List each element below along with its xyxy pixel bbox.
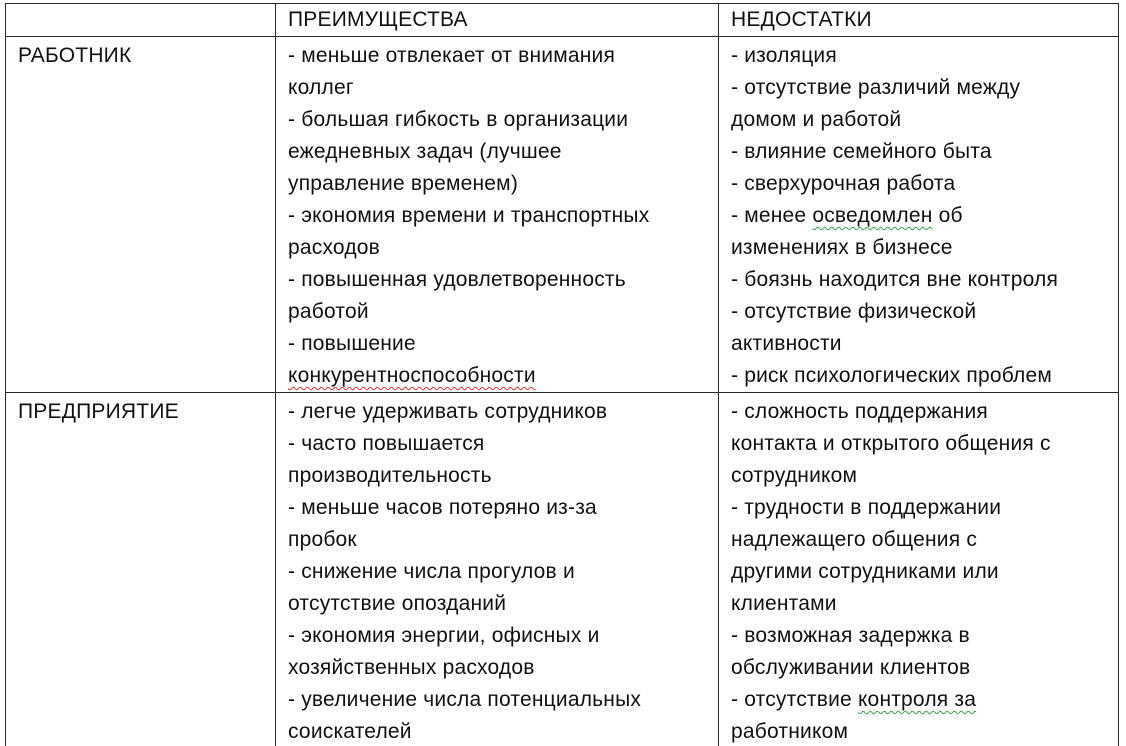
list-item: изменениях в бизнесе (731, 236, 953, 259)
list-item: хозяйственных расходов (288, 656, 535, 679)
comparison-table (5, 3, 1119, 746)
list-item: - сверхурочная работа (731, 172, 956, 195)
list-item: надлежащего общения с (731, 528, 978, 551)
list-item: - риск психологических проблем (731, 364, 1052, 387)
list-item: - меньше часов потеряно из-за (288, 496, 597, 519)
list-item: сотрудником (731, 464, 858, 487)
list-item: - легче удерживать сотрудников (288, 400, 608, 423)
list-item: - сложность поддержания (731, 400, 988, 423)
grammar-underline: контроля за (857, 688, 977, 711)
table-row-worker (6, 37, 1119, 393)
list-item: активности (731, 332, 842, 355)
list-item: производительность (288, 464, 492, 487)
header-disadvantages: НЕДОСТАТКИ (719, 4, 1119, 37)
list-item: ежедневных задач (лучшее (288, 140, 562, 163)
list-item: - экономия времени и транспортных (288, 204, 650, 227)
list-item: - отсутствие контроля за (731, 688, 977, 711)
list-item: - трудности в поддержании (731, 496, 1002, 519)
list-item: - боязнь находится вне контроля (731, 268, 1059, 291)
list-item: соискателей (288, 720, 412, 743)
list-item: - экономия энергии, офисных и (288, 624, 600, 647)
row-label-enterprise: ПРЕДПРИЯТИЕ (6, 393, 276, 746)
table-row-enterprise (6, 393, 1119, 746)
list-item: управление временем) (288, 172, 519, 195)
worker-disadvantages-cell (719, 37, 1119, 393)
list-item: коллег (288, 76, 354, 99)
list-item: обслуживании клиентов (731, 656, 971, 679)
worker-advantages-cell (276, 37, 719, 393)
list-item: - увеличение числа потенциальных (288, 688, 642, 711)
list-item: - часто повышается (288, 432, 485, 455)
spell-underline: конкурентноспособности (288, 364, 536, 387)
list-item: - влияние семейного быта (731, 140, 992, 163)
enterprise-disadvantages-cell (719, 393, 1119, 746)
header-advantages: ПРЕИМУЩЕСТВА (276, 4, 719, 37)
list-item: - большая гибкость в организации (288, 108, 629, 131)
list-item: работой (288, 300, 369, 323)
list-item: контакта и открытого общения с (731, 432, 1051, 455)
list-item: - повышение (288, 332, 416, 355)
list-item: расходов (288, 236, 381, 259)
list-item: домом и работой (731, 108, 902, 131)
list-item: - изоляция (731, 44, 837, 67)
list-item: - меньше отвлекает от внимания (288, 44, 616, 67)
list-item: - снижение числа прогулов и (288, 560, 575, 583)
list-item: - отсутствие физической (731, 300, 977, 323)
list-item: - возможная задержка в (731, 624, 970, 647)
list-item (288, 360, 708, 392)
list-item: - менее осведомлен об (731, 204, 963, 227)
header-corner-cell (6, 4, 276, 37)
list-item: работником (731, 720, 849, 743)
list-item: отсутствие опозданий (288, 592, 507, 615)
list-item: пробок (288, 528, 357, 551)
list-item: - отсутствие различий между (731, 76, 1021, 99)
header-row (6, 4, 1119, 37)
list-item: другими сотрудниками или (731, 560, 999, 583)
row-label-worker: РАБОТНИК (6, 37, 276, 393)
grammar-underline: осведомлен (812, 204, 933, 227)
list-item: - повышенная удовлетворенность (288, 268, 626, 291)
enterprise-advantages-cell (276, 393, 719, 746)
list-item: клиентами (731, 592, 837, 615)
